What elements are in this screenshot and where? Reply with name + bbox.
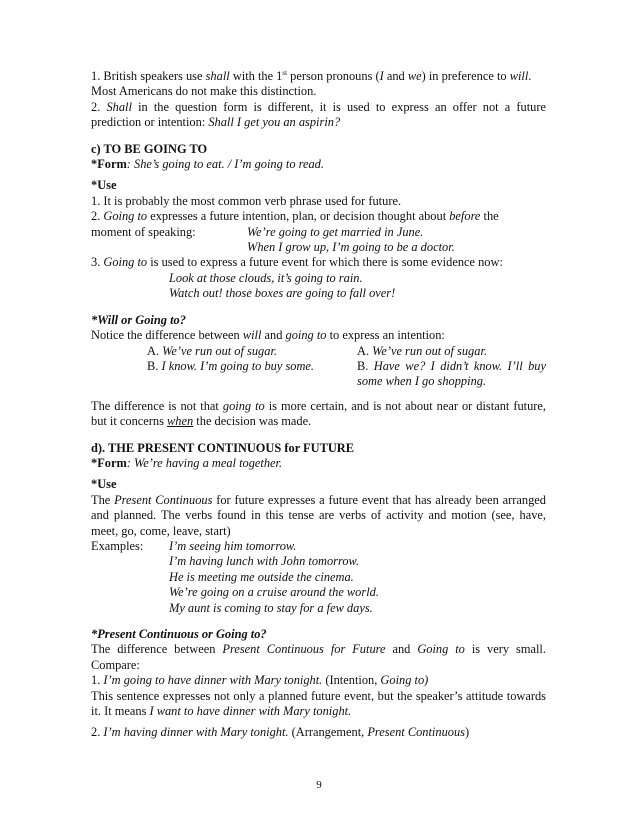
text: will <box>509 69 529 83</box>
examples-label: Examples: <box>91 538 144 553</box>
will-vs-going-intro <box>91 328 546 343</box>
text: B. <box>357 358 374 373</box>
text: moment of speaking: <box>91 224 196 239</box>
text: We’ve run out of sugar. <box>162 343 277 358</box>
text: ) <box>464 725 470 740</box>
example: I’m seeing him tomorrow. <box>169 538 297 553</box>
section-c-use-2-example-1 <box>91 225 546 240</box>
text: Present Continuous <box>367 725 465 740</box>
dialogue-row-b <box>91 359 546 390</box>
section-d-use <box>91 493 546 539</box>
note-1-line-2: Most Americans do not make this distinction. <box>91 84 317 99</box>
superscript: st <box>282 68 288 77</box>
section-c-use-1: 1. It is probably the most common verb phrase used for future. <box>91 193 402 208</box>
text: and <box>385 642 418 657</box>
pc-vs-going-intro <box>91 642 546 673</box>
text: and <box>261 328 286 343</box>
text: with the 1 <box>229 69 283 83</box>
dialogue-b-right <box>357 359 546 390</box>
text: for future expresses a future event that has already been arranged and planned. The verbs found in this tense are verbs of activity and motion (see, have, meet, go, come, leave, start) <box>91 492 546 538</box>
text: I want to have dinner with Mary tonight. <box>149 704 352 719</box>
section-d-heading: d). THE PRESENT CONTINUOUS for FUTURE <box>91 440 355 455</box>
text: when <box>167 414 194 429</box>
text: 1. British speakers use <box>91 69 206 83</box>
text: Shall <box>106 99 132 114</box>
text: Going to <box>417 642 465 657</box>
section-d-use-label: *Use <box>91 477 117 492</box>
section-d-example: He is meeting me outside the cinema. <box>169 569 354 584</box>
text: person pronouns ( <box>287 69 380 83</box>
section-c-use-3 <box>91 255 546 270</box>
compare-1 <box>91 673 546 688</box>
text: B. <box>147 358 162 373</box>
text: 3. <box>91 255 104 270</box>
section-c-use-3-example-1: Look at those clouds, it’s going to rain. <box>169 270 363 285</box>
text: before <box>449 209 481 224</box>
text: is very small. Compare: <box>91 642 546 672</box>
example: We’re going to get married in June. <box>247 224 424 239</box>
text: The difference is not that <box>91 398 223 413</box>
form-text: : We’re having a meal together. <box>126 455 283 470</box>
text: 2. <box>91 725 104 740</box>
section-c-use-2-example-2: When I grow up, I’m going to be a doctor. <box>247 240 455 255</box>
dialogue-a-right <box>357 344 546 359</box>
section-c-form <box>91 157 546 172</box>
compare-1-explanation <box>91 689 546 720</box>
text: Shall I get you an aspirin? <box>208 115 341 130</box>
text: Present Continuous <box>114 492 213 507</box>
section-d-example-row <box>91 539 546 554</box>
text: 2. <box>91 99 107 114</box>
text: will <box>242 328 262 343</box>
text: (Intention, <box>322 673 381 688</box>
text: and <box>383 69 408 83</box>
compare-2 <box>91 725 546 740</box>
text: going to <box>222 398 265 413</box>
section-c-use-2 <box>91 209 546 224</box>
text: The <box>91 492 115 507</box>
pc-vs-going-heading: *Present Continuous or Going to? <box>91 627 267 641</box>
text: (Arrangement, <box>288 725 368 740</box>
text: shall <box>205 69 230 83</box>
text: to express an intention: <box>326 328 445 343</box>
form-text: : She’s going to eat. / I’m going to read. <box>126 157 324 172</box>
text: Going to <box>103 255 148 270</box>
text: We’ve run out of sugar. <box>372 343 487 358</box>
form-label: *Form <box>91 157 127 172</box>
note-2 <box>91 100 546 131</box>
text: I’m going to have dinner with Mary tonight. <box>103 673 323 688</box>
section-c-use-label: *Use <box>91 178 117 193</box>
will-vs-going-heading: *Will or Going to? <box>91 312 186 327</box>
text: I’m having dinner with Mary tonight. <box>103 725 289 740</box>
text: A. <box>147 343 163 358</box>
text: we <box>407 69 422 83</box>
text: is used to express a future event for which there is some evidence now: <box>147 255 503 270</box>
section-d-example: I’m having lunch with John tomorrow. <box>169 554 359 569</box>
page-number: 9 <box>316 779 322 791</box>
text: the decision was made. <box>193 414 312 429</box>
text: . <box>528 69 532 83</box>
text: is more certain, and is not about near or distant future, but it concerns <box>91 398 547 429</box>
text: I <box>379 69 384 83</box>
section-d-example: We’re going on a cruise around the world. <box>169 585 379 600</box>
text: I know. I’m going to buy some. <box>161 358 315 373</box>
dialogue-b-left <box>91 359 357 390</box>
section-d-example: My aunt is coming to stay for a few days. <box>169 600 373 615</box>
form-label: *Form <box>91 455 127 470</box>
text: in the question form is different, it is used to express an offer not a future prediction or intention: <box>91 99 546 130</box>
section-c-heading: c) TO BE GOING TO <box>91 141 208 156</box>
dialogue-a-left <box>91 344 357 359</box>
text: Notice the difference between <box>91 328 243 343</box>
text: A. <box>357 343 373 358</box>
text: 2. <box>91 209 104 224</box>
text: This sentence expresses not only a planned future event, but the speaker’s attitude towards it. It means <box>91 688 546 719</box>
text: going to <box>285 328 327 343</box>
text: expresses a future intention, plan, or decision thought about <box>147 209 450 224</box>
text: Present Continuous for Future <box>222 642 386 657</box>
document-page <box>91 69 546 741</box>
text: Have we? I didn’t know. I’ll buy some when I go shopping. <box>357 358 546 389</box>
dialogue-row-a <box>91 344 546 359</box>
text: Going to) <box>380 673 429 688</box>
text: Going to <box>103 209 148 224</box>
section-c-use-3-example-2: Watch out! those boxes are going to fall over! <box>169 286 396 301</box>
note-1 <box>91 69 546 84</box>
text: 1. <box>91 673 104 688</box>
text: The difference between <box>91 642 223 657</box>
will-vs-going-difference <box>91 399 546 430</box>
text: the <box>480 209 499 224</box>
section-d-form <box>91 456 546 471</box>
text: ) in preference to <box>421 69 510 83</box>
